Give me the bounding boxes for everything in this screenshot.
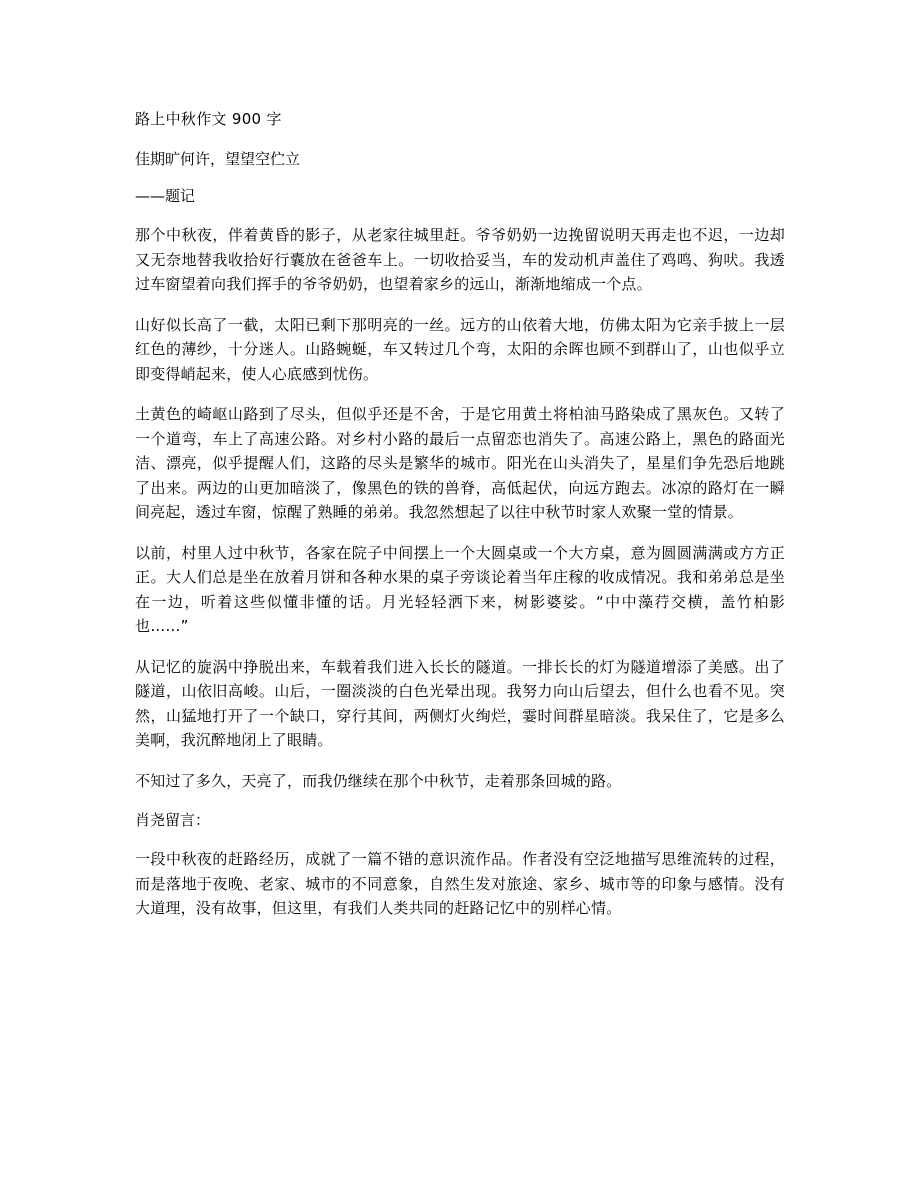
paragraph-4: 以前，村里人过中秋节，各家在院子中间摆上一个大圆桌或一个大方桌，意为圆圆满满或方方正正。大人们总是坐在放着月饼和各种水果的桌子旁谈论着当年庄稼的收成情况。我和弟弟总是坐在一边，听着这些似懂非懂的话。月光轻轻洒下来，树影婆娑。“中中藻荇交横，盖竹柏影也……” bbox=[135, 543, 785, 635]
paragraph-6: 不知过了多久，天亮了，而我仍继续在那个中秋节，走着那条回城的路。 bbox=[135, 771, 622, 790]
document-subtitle: 佳期旷何许，望望空伫立 bbox=[135, 150, 301, 168]
paragraph-2: 山好似长高了一截，太阳已剩下那明亮的一丝。远方的山依着大地，仿佛太阳为它亲手披上一层红色的薄纱，十分迷人。山路蜿蜒，车又转过几个弯，太阳的余晖也顾不到群山了，山也似乎立即变得峭起来，使人心底感到忧伤。 bbox=[135, 315, 785, 383]
paragraph-1: 那个中秋夜，伴着黄昏的影子，从老家往城里赶。爷爷奶奶一边挽留说明天再走也不迟，一边却又无奈地替我收拾好行囊放在爸爸车上。一切收拾妥当，车的发动机声盖住了鸡鸣、狗吠。我透过车窗望着向我们挥手的爷爷奶奶，也望着家乡的远山，渐渐地缩成一个点。 bbox=[135, 226, 785, 293]
paragraph-5: 从记忆的旋涡中挣脱出来，车载着我们进入长长的隧道。一排长长的灯为隧道增添了美感。出了隧道，山依旧高峻。山后，一圈淡淡的白色光晕出现。我努力向山后望去，但什么也看不见。突然，山猛地打开了一个缺口，穿行其间，两侧灯火绚烂，霎时间群星暗淡。我呆住了，它是多么美啊，我沉醉地闭上了眼睛。 bbox=[135, 657, 785, 749]
comment-paragraph: 一段中秋夜的赶路经历，成就了一篇不错的意识流作品。作者没有空泛地描写思维流转的过程，而是落地于夜晚、老家、城市的不同意象，自然生发对旅途、家乡、城市等的印象与感情。没有大道理，没有故事，但这里，有我们人类共同的赶路记忆中的别样心情。 bbox=[135, 850, 785, 917]
epigraph: ——题记 bbox=[135, 187, 196, 205]
paragraph-3: 土黄色的崎岖山路到了尽头，但似乎还是不舍，于是它用黄土将柏油马路染成了黑灰色。又转了一个道弯，车上了高速公路。对乡村小路的最后一点留恋也消失了。高速公路上，黑色的路面光洁、漂亮，似乎提醒人们，这路的尽头是繁华的城市。阳光在山头消失了，星星们争先恐后地跳了出来。两边的山更加暗淡了，像黑色的铁的兽脊，高低起伏，向远方跑去。冰凉的路灯在一瞬间亮起，透过车窗，惊醒了熟睡的弟弟。我忽然想起了以往中秋节时家人欢聚一堂的情景。 bbox=[135, 405, 785, 521]
comment-label: 肖尧留言： bbox=[135, 811, 211, 829]
document-title: 路上中秋作文 900 字 bbox=[135, 110, 282, 128]
document-page bbox=[135, 108, 785, 937]
